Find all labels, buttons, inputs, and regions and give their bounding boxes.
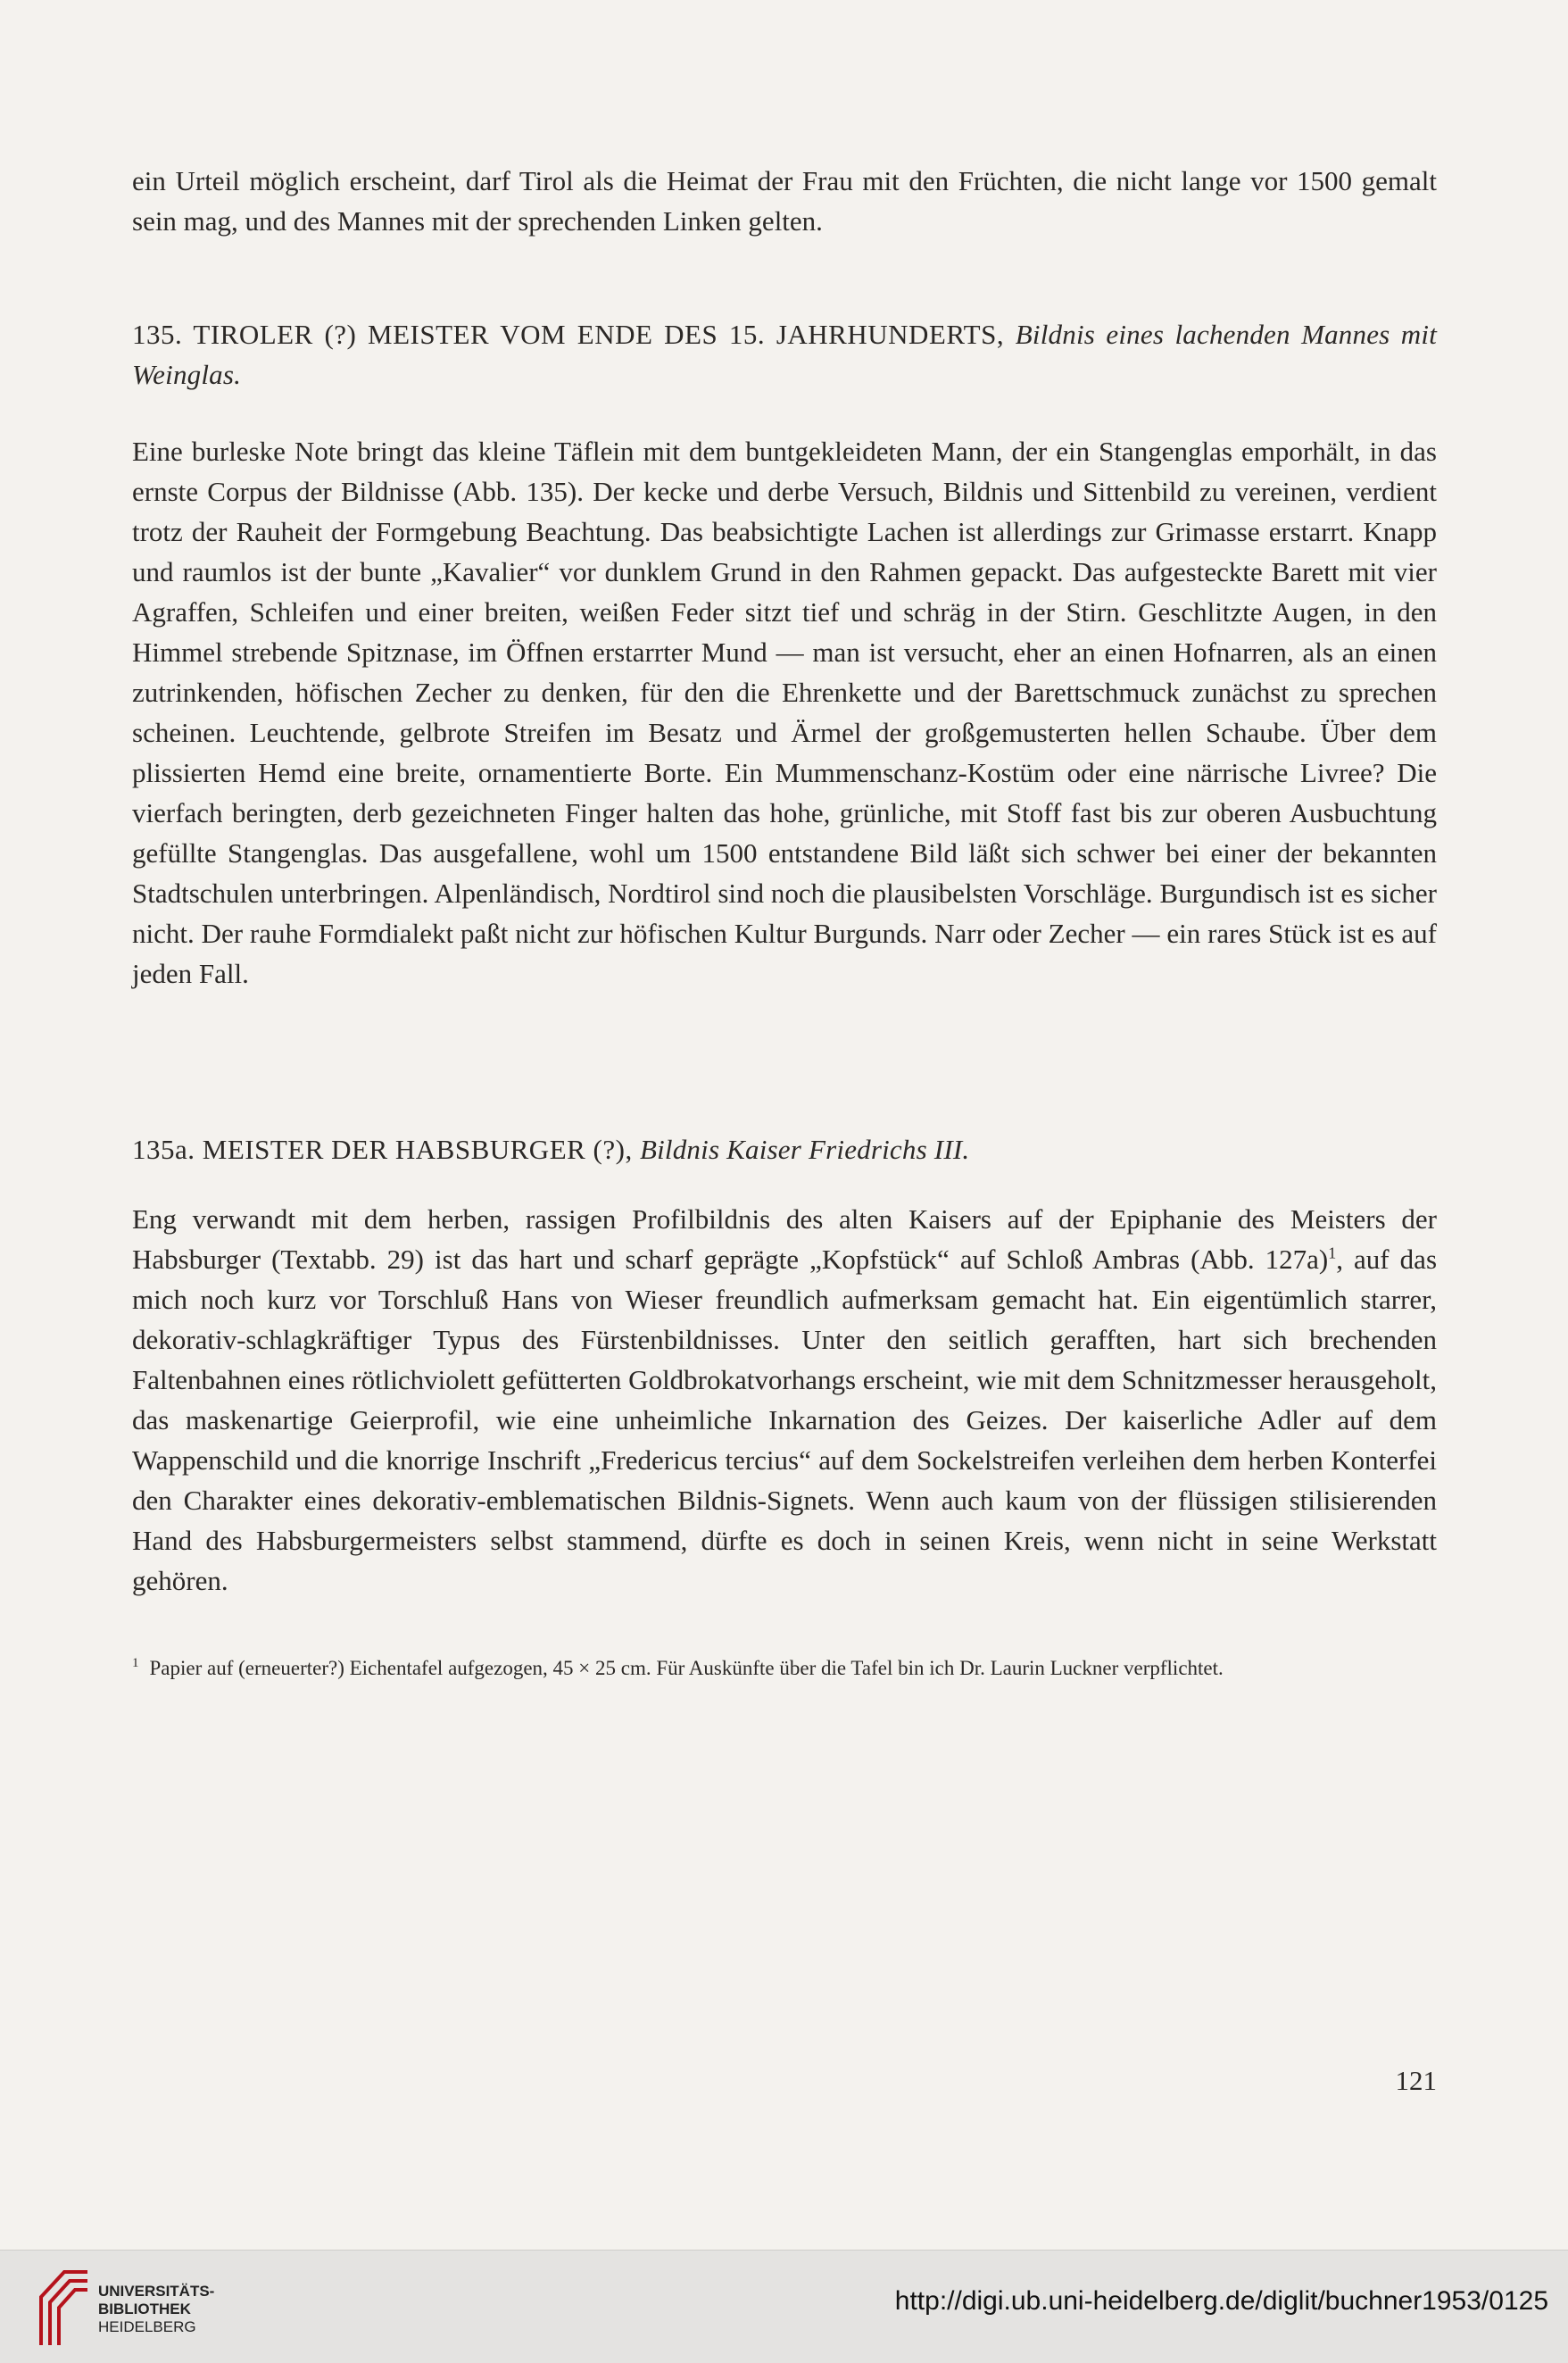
logo-line-2: BIBLIOTHEK <box>98 2301 191 2317</box>
library-logo-icon[interactable] <box>32 2263 93 2352</box>
paragraph-135a: Eng verwandt mit dem herben, rassigen Profilbildnis des alten Kaisers auf der Epiphanie des Meisters der Habsburger (Textabb. 29) ist das hart und scharf geprägte „Kopfstück“ auf Schloß Ambras (Abb. 127a)$^1$, auf das mich noch kurz vor Torschluß Hans von Wieser freundlich aufmerksam gemacht hat. Ein eigentümlich starrer, dekorativ-schlagkräftiger Typus des Fürstenbildnisses. Unter den seitlich gerafften, hart sich brechenden Faltenbahnen eines rötlichviolett gefütterten Goldbrokatvorhangs erscheint, wie mit dem Schnitzmesser herausgeholt, das maskenartige Geierprofil, wie eine unheimliche Inkarnation des Geizes. Der kaiserliche Adler auf dem Wappenschild und die knorrige Inschrift „Fredericus tercius“ auf dem Sockelstreifen verleihen dem herben Konterfei den Charakter eines dekorativ-emblematischen Bildnis-Signets. Wenn auch kaum von der flüssigen stilisierenden Hand des Habsburgermeisters selbst stammend, dürfte es doch in seinen Kreis, wenn nicht in seine Werkstatt gehören. <box>132 1203 1438 1596</box>
section-135-body <box>132 431 1437 994</box>
paragraph-intro: ein Urteil möglich erscheint, darf Tirol als die Heimat der Frau mit den Früchten, die nicht lange vor 1500 gemalt sein mag, und des Mannes mit der sprechenden Linken gelten. <box>132 165 1437 237</box>
footnote <box>132 1653 1437 1683</box>
logo-line-1: UNIVERSITÄTS- <box>98 2283 215 2300</box>
library-logo-text[interactable] <box>98 2283 214 2336</box>
section-135a-label: 135a. MEISTER DER HABSBURGER (?), <box>132 1134 633 1165</box>
section-135-heading <box>132 314 1437 395</box>
footnote-reference[interactable]: 1 <box>1328 1244 1337 1262</box>
section-135-title: Bildnis eines lachenden Mannes mit Weinglas. <box>132 319 1438 390</box>
page-number: 121 <box>1395 2065 1437 2096</box>
section-135a-body <box>132 1199 1437 1601</box>
body-text-top <box>132 161 1437 241</box>
footnote-text: Papier auf (erneuerter?) Eichentafel aufgezogen, 45 × 25 cm. Für Auskünfte über die Tafel bin ich Dr. Laurin Luckner verpflichtet. <box>149 1657 1224 1679</box>
footnote-mark: 1 <box>132 1656 139 1671</box>
section-135a-heading <box>132 1129 1437 1169</box>
source-url-link[interactable]: http://digi.ub.uni-heidelberg.de/diglit/buchner1953/0125 <box>894 2286 1548 2316</box>
footer-bar <box>0 2250 1568 2363</box>
logo-line-3: HEIDELBERG <box>98 2318 196 2335</box>
section-135a-title: Bildnis Kaiser Friedrichs III. <box>639 1134 970 1165</box>
paragraph-135: Eine burleske Note bringt das kleine Täflein mit dem buntgekleideten Mann, der ein Stangenglas emporhält, in das ernste Corpus der Bildnisse (Abb. 135). Der kecke und derbe Versuch, Bildnis und Sittenbild zu vereinen, verdient trotz der Rauheit der Formgebung Beachtung. Das beabsichtigte Lachen ist allerdings zur Grimasse erstarrt. Knapp und raumlos ist der bunte „Kavalier“ vor dunklem Grund in den Rahmen gepackt. Das aufgesteckte Barett mit vier Agraffen, Schleifen und einer breiten, weißen Feder sitzt tief und schräg in der Stirn. Geschlitzte Augen, in den Himmel strebende Spitznase, im Öffnen erstarrter Mund — man ist versucht, eher an einen Hofnarren, als an einen zutrinkenden, höfischen Zecher zu denken, für den die Ehrenkette und der Barettschmuck zunächst zu sprechen scheinen. Leuchtende, gelbrote Streifen im Besatz und Ärmel der großgemusterten hellen Schaube. Über dem plissierten Hemd eine breite, ornamentierte Borte. Ein Mummenschanz-Kostüm oder eine närrische Livree? Die vierfach beringten, derb gezeichneten Finger halten das hohe, grünliche, mit Stoff fast bis zur oberen Ausbuchtung gefüllte Stangenglas. Das ausgefallene, wohl um 1500 entstandene Bild läßt sich schwer bei einer der bekannten Stadtschulen unterbringen. Alpenländisch, Nordtirol sind noch die plausibelsten Vorschläge. Burgundisch ist es sicher nicht. Der rauhe Formdialekt paßt nicht zur höfischen Kultur Burgunds. Narr oder Zecher — ein rares Stück ist es auf jeden Fall. <box>132 436 1437 989</box>
section-135-label: 135. TIROLER (?) MEISTER VOM ENDE DES 15. JAHRHUNDERTS, <box>132 319 1005 350</box>
